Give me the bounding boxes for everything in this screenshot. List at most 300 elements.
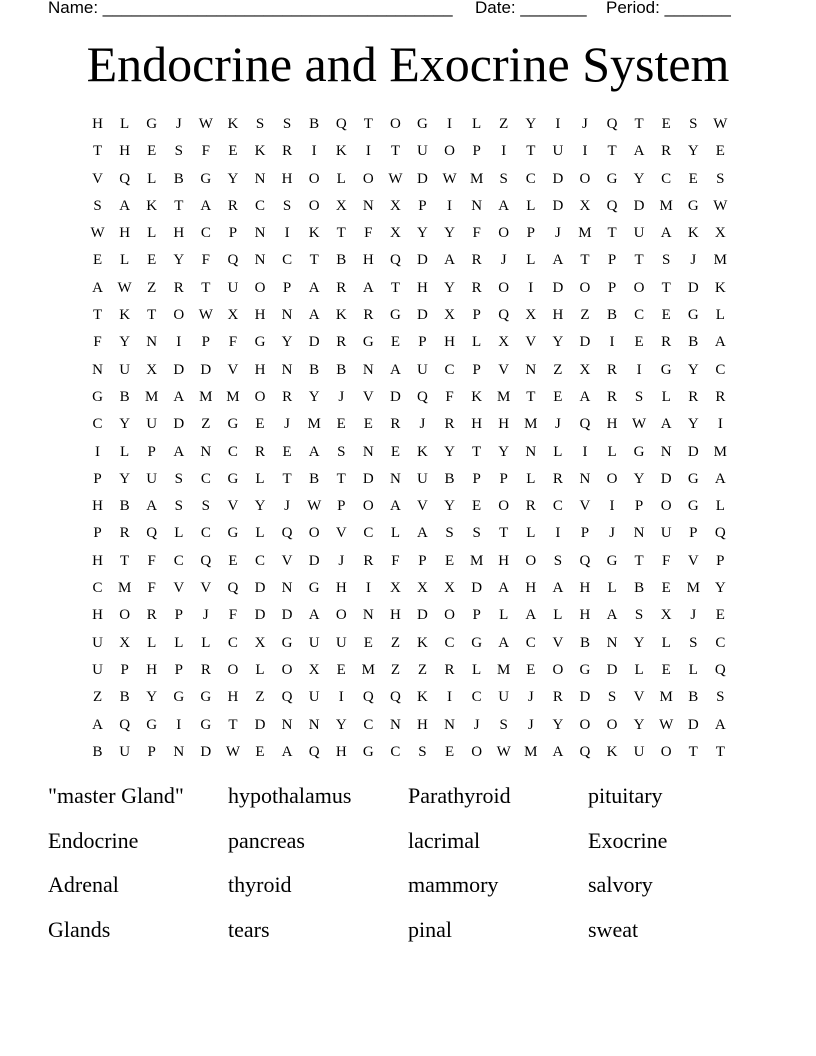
grid-letter[interactable]: X [714,225,726,242]
grid-letter[interactable]: G [146,116,158,132]
grid-letter[interactable]: L [661,634,671,651]
grid-letter[interactable]: C [255,197,266,214]
grid-letter[interactable]: O [444,607,455,624]
grid-letter[interactable]: X [660,607,672,624]
grid-letter[interactable]: V [552,634,564,651]
grid-letter[interactable]: H [254,307,266,324]
grid-letter[interactable]: T [174,197,184,214]
grid-letter[interactable]: J [175,116,182,132]
grid-letter[interactable]: T [472,443,482,460]
grid-letter[interactable]: O [498,279,510,296]
grid-letter[interactable]: T [390,143,400,160]
grid-letter[interactable]: Z [255,689,265,706]
grid-letter[interactable]: Q [281,525,293,542]
grid-letter[interactable]: T [580,252,590,269]
grid-letter[interactable]: H [579,607,591,624]
grid-letter[interactable]: J [690,252,697,269]
grid-letter[interactable]: T [336,470,346,487]
grid-letter[interactable]: C [552,498,563,515]
grid-letter[interactable]: G [146,716,158,733]
grid-letter[interactable]: Q [389,252,401,269]
grid-letter[interactable]: S [418,743,427,760]
grid-letter[interactable]: I [365,143,371,160]
grid-letter[interactable]: S [445,525,454,542]
grid-letter[interactable]: A [389,361,401,378]
grid-letter[interactable]: S [634,388,644,405]
grid-letter[interactable]: G [471,634,483,651]
grid-letter[interactable]: G [633,443,645,460]
grid-letter[interactable]: J [284,498,290,515]
grid-letter[interactable]: T [715,743,725,760]
grid-letter[interactable]: A [308,443,320,460]
grid-letter[interactable]: A [92,716,103,733]
grid-letter[interactable]: J [338,552,345,569]
grid-letter[interactable]: R [607,388,618,405]
grid-letter[interactable]: P [607,279,617,296]
grid-letter[interactable]: H [92,498,103,515]
grid-letter[interactable]: S [337,443,346,460]
grid-letter[interactable]: F [472,225,481,242]
grid-letter[interactable]: T [499,525,509,542]
grid-letter[interactable]: O [579,170,591,187]
grid-letter[interactable]: W [90,225,105,242]
grid-letter[interactable]: R [200,661,211,678]
grid-letter[interactable]: R [444,416,455,433]
grid-letter[interactable]: Z [553,361,563,378]
grid-letter[interactable]: A [606,607,618,624]
grid-letter[interactable]: Y [552,334,564,351]
grid-letter[interactable]: H [281,170,293,187]
grid-letter[interactable]: H [498,416,510,433]
grid-letter[interactable]: D [417,170,428,187]
grid-letter[interactable]: V [200,580,212,597]
grid-letter[interactable]: H [525,580,537,597]
grid-letter[interactable]: T [607,143,617,160]
grid-letter[interactable]: L [715,498,725,515]
grid-letter[interactable]: U [417,361,428,378]
grid-letter[interactable]: S [499,170,508,187]
grid-letter[interactable]: E [715,143,725,160]
grid-letter[interactable]: G [227,470,239,487]
grid-letter[interactable]: H [92,552,103,569]
grid-letter[interactable]: P [472,143,481,160]
grid-letter[interactable]: T [147,307,157,324]
grid-letter[interactable]: Y [687,143,699,160]
grid-letter[interactable]: L [201,634,211,651]
grid-letter[interactable]: U [552,143,564,160]
grid-letter[interactable]: G [389,307,401,324]
grid-letter[interactable]: D [552,197,564,214]
grid-letter[interactable]: Q [335,116,347,132]
grid-letter[interactable]: V [498,361,510,378]
grid-letter[interactable]: V [362,388,374,405]
grid-letter[interactable]: G [687,498,699,515]
grid-letter[interactable]: P [634,498,644,515]
grid-letter[interactable]: Y [308,388,320,405]
grid-letter[interactable]: R [607,361,618,378]
grid-letter[interactable]: X [335,197,347,214]
grid-letter[interactable]: P [147,443,156,460]
grid-letter[interactable]: G [227,416,239,433]
grid-letter[interactable]: D [308,552,320,569]
grid-letter[interactable]: E [390,443,400,460]
grid-letter[interactable]: X [579,197,591,214]
grid-letter[interactable]: B [444,470,455,487]
grid-letter[interactable]: B [634,580,645,597]
grid-letter[interactable]: N [606,634,618,651]
grid-letter[interactable]: D [200,361,212,378]
grid-letter[interactable]: I [176,716,182,733]
grid-letter[interactable]: P [472,607,481,624]
grid-letter[interactable]: X [389,580,401,597]
grid-letter[interactable]: E [526,661,536,678]
grid-letter[interactable]: H [498,552,510,569]
grid-letter[interactable]: U [417,143,428,160]
grid-letter[interactable]: D [579,334,591,351]
grid-letter[interactable]: T [634,116,644,132]
grid-letter[interactable]: X [417,580,428,597]
grid-letter[interactable]: P [716,552,725,569]
grid-letter[interactable]: R [471,252,482,269]
grid-letter[interactable]: E [444,552,455,569]
grid-letter[interactable]: I [528,279,534,296]
grid-letter[interactable]: U [498,689,510,706]
grid-letter[interactable]: M [145,388,159,405]
grid-letter[interactable]: L [526,470,536,487]
grid-letter[interactable]: O [552,661,564,678]
grid-letter[interactable]: W [198,307,213,324]
grid-letter[interactable]: L [255,661,265,678]
grid-letter[interactable]: T [92,307,103,324]
grid-letter[interactable]: O [660,743,672,760]
grid-letter[interactable]: L [499,607,509,624]
grid-letter[interactable]: J [609,525,615,542]
grid-letter[interactable]: L [255,525,265,542]
grid-letter[interactable]: R [336,334,347,351]
grid-letter[interactable]: Y [687,416,699,433]
grid-letter[interactable]: D [362,470,374,487]
grid-letter[interactable]: H [471,416,483,433]
grid-letter[interactable]: V [227,498,239,515]
grid-letter[interactable]: H [173,225,185,242]
grid-letter[interactable]: P [93,470,102,487]
grid-letter[interactable]: I [609,334,615,351]
grid-letter[interactable]: E [688,170,698,187]
grid-letter[interactable]: O [281,661,293,678]
grid-letter[interactable]: N [362,361,374,378]
grid-letter[interactable]: A [200,197,212,214]
grid-letter[interactable]: P [337,498,346,515]
grid-letter[interactable]: M [361,661,375,678]
grid-letter[interactable]: S [201,498,211,515]
grid-letter[interactable]: A [498,580,510,597]
grid-letter[interactable]: K [687,225,699,242]
grid-letter[interactable]: K [606,743,618,760]
grid-letter[interactable]: I [501,143,507,160]
grid-letter[interactable]: D [308,334,320,351]
grid-letter[interactable]: Y [119,416,131,433]
grid-letter[interactable]: C [227,443,238,460]
grid-letter[interactable]: P [689,525,698,542]
grid-letter[interactable]: E [444,743,455,760]
grid-letter[interactable]: I [365,580,371,597]
grid-letter[interactable]: P [472,307,481,324]
grid-letter[interactable]: E [390,334,400,351]
grid-letter[interactable]: E [661,116,671,132]
grid-letter[interactable]: U [92,661,103,678]
grid-letter[interactable]: A [362,279,374,296]
grid-letter[interactable]: K [471,388,483,405]
grid-letter[interactable]: K [227,116,239,132]
grid-letter[interactable]: B [579,634,590,651]
grid-letter[interactable]: E [363,634,373,651]
grid-letter[interactable]: B [688,689,699,706]
grid-letter[interactable]: R [688,388,699,405]
grid-letter[interactable]: E [553,388,563,405]
grid-letter[interactable]: W [632,416,647,433]
grid-letter[interactable]: J [554,225,561,242]
grid-letter[interactable]: Y [498,443,510,460]
grid-letter[interactable]: N [525,443,537,460]
grid-letter[interactable]: Q [119,716,131,733]
grid-letter[interactable]: F [147,580,156,597]
grid-letter[interactable]: V [525,334,537,351]
grid-letter[interactable]: L [607,580,617,597]
grid-letter[interactable]: C [444,634,455,651]
grid-letter[interactable]: C [200,470,211,487]
grid-letter[interactable]: M [117,580,132,597]
grid-letter[interactable]: A [633,143,645,160]
grid-letter[interactable]: X [146,361,158,378]
grid-letter[interactable]: D [254,716,266,733]
grid-letter[interactable]: L [255,470,265,487]
grid-letter[interactable]: Y [254,498,266,515]
grid-letter[interactable]: Y [444,225,455,242]
grid-letter[interactable]: O [444,143,455,160]
grid-letter[interactable]: K [335,307,347,324]
grid-letter[interactable]: M [659,197,673,214]
grid-letter[interactable]: Y [335,716,347,733]
grid-letter[interactable]: T [526,143,536,160]
grid-letter[interactable]: K [417,689,428,706]
grid-letter[interactable]: Y [714,580,726,597]
grid-letter[interactable]: C [363,716,374,733]
grid-letter[interactable]: C [525,634,536,651]
grid-letter[interactable]: B [309,361,320,378]
grid-letter[interactable]: A [281,743,293,760]
grid-letter[interactable]: R [282,388,293,405]
grid-letter[interactable]: F [201,143,211,160]
grid-letter[interactable]: A [308,279,320,296]
grid-letter[interactable]: Y [633,470,645,487]
grid-letter[interactable]: D [417,252,428,269]
grid-letter[interactable]: N [146,334,158,351]
grid-letter[interactable]: T [92,143,103,160]
grid-letter[interactable]: I [717,416,723,433]
grid-letter[interactable]: J [202,607,209,624]
grid-letter[interactable]: L [174,634,184,651]
grid-letter[interactable]: G [687,197,699,214]
grid-letter[interactable]: J [527,716,534,733]
grid-letter[interactable]: R [552,689,563,706]
grid-letter[interactable]: P [201,334,211,351]
grid-letter[interactable]: V [417,498,428,515]
grid-letter[interactable]: E [255,416,265,433]
grid-letter[interactable]: O [173,307,185,324]
grid-letter[interactable]: B [336,361,347,378]
grid-letter[interactable]: Q [714,525,726,542]
grid-letter[interactable]: L [634,661,644,678]
grid-letter[interactable]: O [119,607,131,624]
grid-letter[interactable]: R [255,443,266,460]
grid-letter[interactable]: X [579,361,591,378]
grid-letter[interactable]: R [173,279,184,296]
grid-letter[interactable]: L [390,525,400,542]
grid-letter[interactable]: R [282,143,293,160]
grid-letter[interactable]: H [389,607,401,624]
grid-letter[interactable]: X [308,661,320,678]
grid-letter[interactable]: G [227,525,239,542]
grid-letter[interactable]: H [444,334,455,351]
grid-letter[interactable]: P [607,252,617,269]
grid-letter[interactable]: R [363,307,374,324]
grid-letter[interactable]: S [282,197,292,214]
grid-letter[interactable]: Y [633,716,645,733]
grid-letter[interactable]: G [92,388,103,405]
grid-letter[interactable]: G [362,334,374,351]
grid-letter[interactable]: U [146,470,158,487]
grid-letter[interactable]: H [417,716,428,733]
grid-letter[interactable]: Q [227,252,239,269]
grid-letter[interactable]: J [527,689,534,706]
grid-letter[interactable]: N [660,443,672,460]
grid-letter[interactable]: U [633,743,645,760]
grid-letter[interactable]: J [284,416,290,433]
grid-letter[interactable]: Y [227,170,239,187]
grid-letter[interactable]: V [227,361,239,378]
grid-letter[interactable]: T [634,552,644,569]
grid-letter[interactable]: C [363,525,374,542]
grid-letter[interactable]: O [254,279,266,296]
grid-letter[interactable]: I [555,116,561,132]
grid-letter[interactable]: N [281,580,293,597]
grid-letter[interactable]: W [388,170,403,187]
grid-letter[interactable]: W [307,498,322,515]
grid-letter[interactable]: O [308,197,320,214]
grid-letter[interactable]: O [525,552,537,569]
grid-letter[interactable]: J [338,388,345,405]
grid-letter[interactable]: L [336,170,346,187]
grid-letter[interactable]: P [418,197,427,214]
grid-letter[interactable]: Q [606,116,618,132]
grid-letter[interactable]: T [336,225,346,242]
grid-letter[interactable]: K [308,225,320,242]
grid-letter[interactable]: N [362,607,374,624]
grid-letter[interactable]: O [579,279,591,296]
grid-letter[interactable]: G [417,116,428,132]
grid-letter[interactable]: A [444,252,455,269]
grid-letter[interactable]: N [254,170,266,187]
grid-letter[interactable]: I [582,443,588,460]
grid-letter[interactable]: C [200,525,211,542]
grid-letter[interactable]: M [307,416,321,433]
grid-letter[interactable]: S [282,116,292,132]
grid-letter[interactable]: X [254,634,266,651]
grid-letter[interactable]: D [687,716,699,733]
grid-letter[interactable]: W [496,743,511,760]
grid-letter[interactable]: W [117,279,132,296]
grid-letter[interactable]: D [660,470,672,487]
grid-letter[interactable]: R [715,388,726,405]
grid-letter[interactable]: N [389,716,401,733]
grid-letter[interactable]: S [174,498,183,515]
grid-letter[interactable]: S [607,689,617,706]
grid-letter[interactable]: H [417,279,428,296]
grid-letter[interactable]: F [445,388,454,405]
grid-letter[interactable]: W [198,116,213,132]
grid-letter[interactable]: P [472,470,481,487]
grid-letter[interactable]: X [389,197,401,214]
grid-letter[interactable]: L [174,525,184,542]
grid-letter[interactable]: G [660,361,672,378]
grid-letter[interactable]: P [282,279,292,296]
grid-letter[interactable]: R [336,279,347,296]
grid-letter[interactable]: R [444,661,455,678]
grid-letter[interactable]: I [447,689,453,706]
grid-letter[interactable]: Q [389,689,401,706]
grid-letter[interactable]: P [418,334,427,351]
grid-letter[interactable]: V [633,689,645,706]
grid-letter[interactable]: Z [417,661,428,678]
grid-letter[interactable]: U [308,689,320,706]
grid-letter[interactable]: Q [579,552,591,569]
grid-letter[interactable]: U [417,470,428,487]
grid-letter[interactable]: P [472,361,481,378]
grid-letter[interactable]: L [120,252,130,269]
grid-letter[interactable]: Q [714,661,726,678]
grid-letter[interactable]: I [636,361,642,378]
grid-letter[interactable]: U [92,634,103,651]
grid-letter[interactable]: N [579,470,591,487]
grid-letter[interactable]: H [335,743,347,760]
grid-letter[interactable]: I [95,443,101,460]
grid-letter[interactable]: C [661,170,672,187]
grid-letter[interactable]: Y [633,170,645,187]
grid-letter[interactable]: N [173,743,185,760]
grid-letter[interactable]: B [688,334,699,351]
grid-letter[interactable]: Y [633,634,645,651]
grid-letter[interactable]: A [498,634,510,651]
grid-letter[interactable]: H [119,143,131,160]
grid-letter[interactable]: H [119,225,131,242]
grid-letter[interactable]: A [308,607,320,624]
grid-letter[interactable]: X [525,307,537,324]
grid-letter[interactable]: H [92,607,103,624]
grid-letter[interactable]: X [498,334,510,351]
grid-letter[interactable]: L [526,197,536,214]
grid-letter[interactable]: N [254,225,266,242]
grid-letter[interactable]: Z [147,279,157,296]
grid-letter[interactable]: C [227,634,238,651]
grid-letter[interactable]: T [607,225,617,242]
grid-letter[interactable]: V [281,552,293,569]
grid-letter[interactable]: N [308,716,320,733]
grid-letter[interactable]: W [713,197,728,214]
grid-letter[interactable]: V [335,525,347,542]
grid-letter[interactable]: D [417,307,428,324]
grid-letter[interactable]: Y [552,716,564,733]
grid-letter[interactable]: N [281,361,293,378]
